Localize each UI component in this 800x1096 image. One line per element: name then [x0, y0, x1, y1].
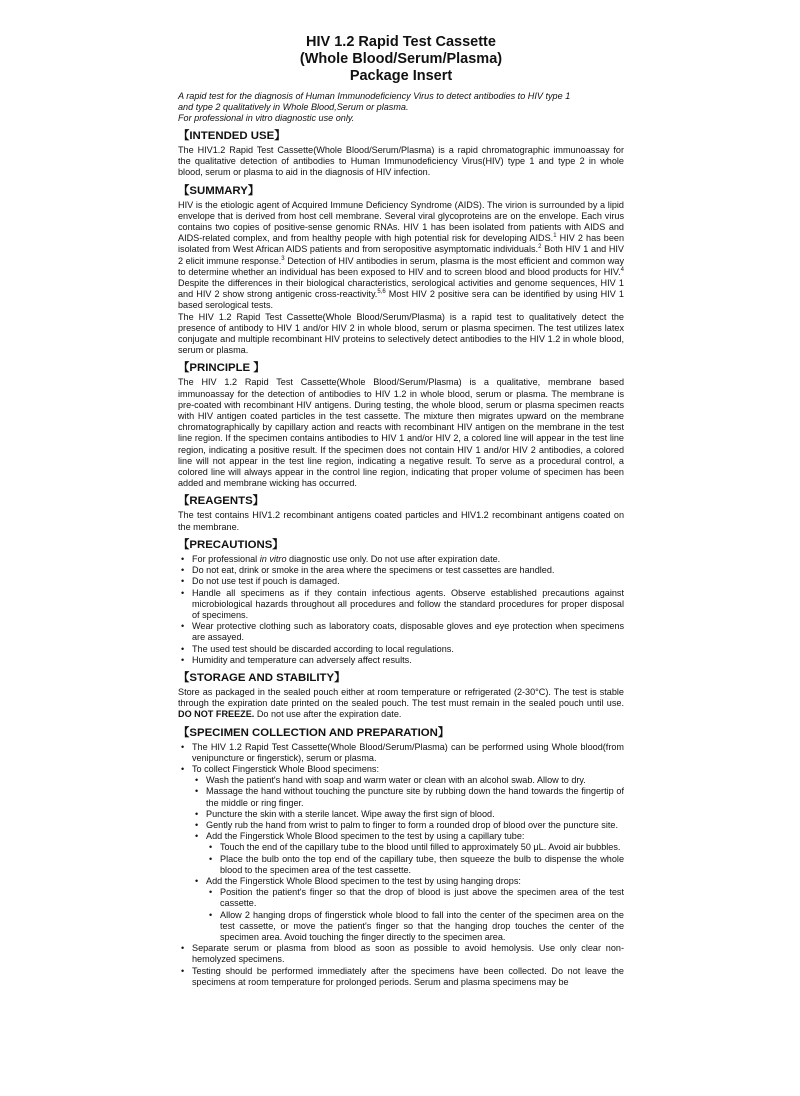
list-item — [192, 554, 624, 565]
list-item: • Puncture the skin with a sterile lancet. Wipe away the first sign of blood. — [206, 809, 624, 820]
principle-text: The HIV 1.2 Rapid Test Cassette(Whole Blood/Serum/Plasma) is a qualitative, membrane based immunoassay for the detection of antibodies to HIV 1.2 in whole blood, serum or plasma. The membrane is pre-coated with recombinant HIV antigens. During testing, the whole blood, serum or plasma specimen reacts with HIV antigen coated particles in the test cassette. The mixture then migrates upward on the membrane chromatographically by capillary action and reacts with recombinant HIV antigen on the membrane in the test line region. If the specimen contains antibodies to HIV 1 and/or HIV 2, a colored line will appear in the test line region, indicating a positive result. If the specimen does not contain HIV 1 and/or HIV 2 antibodies, a colored line will not appear in the test line region, indicating a negative result. To serve as a procedural control, a colored line will always appear in the control line region, indicating that proper volume of specimen has been added and membrane wicking has occurred. — [178, 377, 624, 489]
hanging-drops-heading: Add the Fingerstick Whole Blood specimen to the test by using hanging drops: — [206, 875, 521, 886]
section-reagents — [178, 495, 624, 532]
list-item — [206, 831, 624, 876]
intro-line-3: For professional in vitro diagnostic use only. — [178, 113, 355, 123]
section-storage — [178, 672, 624, 721]
intro-text — [178, 91, 624, 124]
section-precautions — [178, 539, 624, 666]
fingerstick-steps — [192, 775, 624, 943]
summary-text-d: Detection of HIV antibodies in serum, plasma is the most efficient and common way to determine whether an individual has been exposed to HIV and to screen blood and blood products for HIV. — [178, 255, 624, 277]
list-item: • Position the patient's finger so that the drop of blood is just above the specimen area of the test cassette. — [220, 887, 624, 909]
summary-heading: 【SUMMARY】 — [178, 184, 260, 197]
storage-text — [178, 687, 624, 721]
intended-use-text: The HIV1.2 Rapid Test Cassette(Whole Blood/Serum/Plasma) is a rapid chromatographic immunoassay for the qualitative detection of antibodies to Human Immunodeficiency Virus(HIV) type 1 and type 2 in whole blood, serum or plasma to aid in the diagnosis of HIV infection. — [178, 145, 624, 178]
section-intended-use — [178, 130, 624, 179]
document-title — [178, 34, 624, 85]
package-insert — [178, 34, 624, 988]
list-item: • Wash the patient's hand with soap and warm water or clean with an alcohol swab. Allow to dry. — [206, 775, 624, 786]
intro-line-1: A rapid test for the diagnosis of Human Immunodeficiency Virus to detect antibodies to HIV type 1 — [178, 91, 571, 101]
list-item: • Handle all specimens as if they contain infectious agents. Observe established precautions against microbiological hazards throughout all procedures and follow the standard procedures for proper disposal of specimens. — [192, 588, 624, 622]
summary-text-a: HIV is the etiologic agent of Acquired Immune Deficiency Syndrome (AIDS). The virion is surrounded by a lipid envelope that is derived from host cell membrane. Several viral glycoproteins are on the envelope. Each virus contains two copies of positive-sense genomic RNAs. HIV 1 has been isolated from patients with AIDS and AIDS-related complex, and from healthy people with high potential risk for developing AIDS. — [178, 199, 624, 244]
list-item: • Wear protective clothing such as laboratory coats, disposable gloves and eye protection when specimens are assayed. — [192, 621, 624, 643]
footnote-ref: 1 — [553, 233, 557, 240]
principle-heading: 【PRINCIPLE 】 — [178, 362, 265, 375]
list-item: • Testing should be performed immediately after the specimens have been collected. Do not leave the specimens at room temperature for prolonged periods. Serum and plasma specimens may be — [192, 966, 624, 988]
list-item: • Place the bulb onto the top end of the capillary tube, then squeeze the bulb to dispense the whole blood to the specimen area of the test cassette. — [220, 854, 624, 876]
list-item: • The used test should be discarded according to local regulations. — [192, 644, 624, 655]
precautions-heading: 【PRECAUTIONS】 — [178, 538, 284, 551]
footnote-ref: 4 — [620, 266, 624, 273]
list-item: • Humidity and temperature can adversely affect results. — [192, 655, 624, 666]
intro-line-2: and type 2 qualitatively in Whole Blood,Serum or plasma. — [178, 102, 409, 112]
section-principle — [178, 362, 624, 489]
storage-warning: DO NOT FREEZE. — [178, 709, 255, 720]
list-item: • Massage the hand without touching the puncture site by rubbing down the hand towards the fingertip of the middle or ring finger. — [206, 786, 624, 808]
footnote-ref: 3 — [281, 255, 285, 262]
precaution-text: For professional — [192, 553, 260, 564]
summary-paragraph-2: The HIV 1.2 Rapid Test Cassette(Whole Blood/Serum/Plasma) is a rapid test to qualitatively detect the presence of antibody to HIV 1 and/or HIV 2 in whole blood, serum or plasma specimen. The test utilizes latex conjugate and multiple recombinant HIV proteins to selectively detect antibodies to the HIV 1.2 in whole blood, serum or plasma. — [178, 311, 624, 356]
title-line-3: Package Insert — [349, 68, 453, 84]
title-line-1: HIV 1.2 Rapid Test Cassette — [306, 34, 496, 50]
intended-use-heading: 【INTENDED USE】 — [178, 130, 286, 142]
precautions-list — [178, 554, 624, 666]
storage-text-c: Do not use after the expiration date. — [254, 709, 402, 720]
summary-paragraph-1 — [178, 200, 624, 312]
list-item: • Touch the end of the capillary tube to the blood until filled to approximately 50 μL. Avoid air bubbles. — [220, 842, 624, 853]
title-line-2: (Whole Blood/Serum/Plasma) — [299, 51, 503, 67]
list-item: • The HIV 1.2 Rapid Test Cassette(Whole Blood/Serum/Plasma) can be performed using Whole blood(from venipuncture or fingerstick), serum or plasma. — [192, 742, 624, 764]
summary-text-f: Most HIV 2 positive sera can be identified by using HIV 1 based serological tests. — [178, 289, 624, 311]
storage-text-a: Store as packaged in the sealed pouch either at room temperature or refrigerated (2-30°C). The test is stable through the expiration date printed on the sealed pouch. The test must remain in the sealed pouch until use. — [178, 686, 624, 709]
section-specimen — [178, 727, 624, 988]
footnote-ref: 5,6 — [377, 289, 386, 296]
specimen-heading: 【SPECIMEN COLLECTION AND PREPARATION】 — [178, 726, 450, 739]
list-item — [206, 876, 624, 943]
specimen-list — [178, 742, 624, 988]
precaution-emphasis: in vitro — [259, 553, 287, 564]
storage-heading: 【STORAGE AND STABILITY】 — [178, 671, 346, 684]
footnote-ref: 2 — [538, 244, 542, 251]
summary-text-e: Despite the differences in their biological characteristics, serological activities and genome sequences, HIV 1 and HIV 2 show strong antigenic cross-reactivity. — [178, 278, 624, 300]
list-item: • Allow 2 hanging drops of fingerstick whole blood to fall into the center of the specimen area on the test cassette, or move the patient's finger so that the hanging drop touches the center of the specimen area. Avoid touching the finger directly to the specimen area. — [220, 910, 624, 944]
section-summary — [178, 185, 624, 357]
capillary-heading: Add the Fingerstick Whole Blood specimen to the test by using a capillary tube: — [206, 831, 525, 842]
precaution-text: diagnostic use only. Do not use after expiration date. — [286, 553, 501, 564]
list-item: • Separate serum or plasma from blood as soon as possible to avoid hemolysis. Use only clear non-hemolyzed specimens. — [192, 943, 624, 965]
list-item: • Gently rub the hand from wrist to palm to finger to form a rounded drop of blood over the puncture site. — [206, 820, 624, 831]
capillary-steps — [206, 842, 624, 876]
list-item — [192, 764, 624, 943]
summary-text-b: HIV 2 has been isolated from West African AIDS patients and from seropositive asymptomatic individuals. — [178, 233, 624, 255]
list-item: • Do not eat, drink or smoke in the area where the specimens or test cassettes are handled. — [192, 565, 624, 576]
reagents-text: The test contains HIV1.2 recombinant antigens coated particles and HIV1.2 recombinant antigens coated on the membrane. — [178, 510, 624, 532]
hanging-drops-steps — [206, 887, 624, 943]
fingerstick-heading: To collect Fingerstick Whole Blood specimens: — [192, 763, 380, 774]
summary-text-c: Both HIV 1 and HIV 2 elicit immune response. — [178, 244, 625, 266]
list-item: • Do not use test if pouch is damaged. — [192, 576, 624, 587]
reagents-heading: 【REAGENTS】 — [178, 495, 265, 508]
